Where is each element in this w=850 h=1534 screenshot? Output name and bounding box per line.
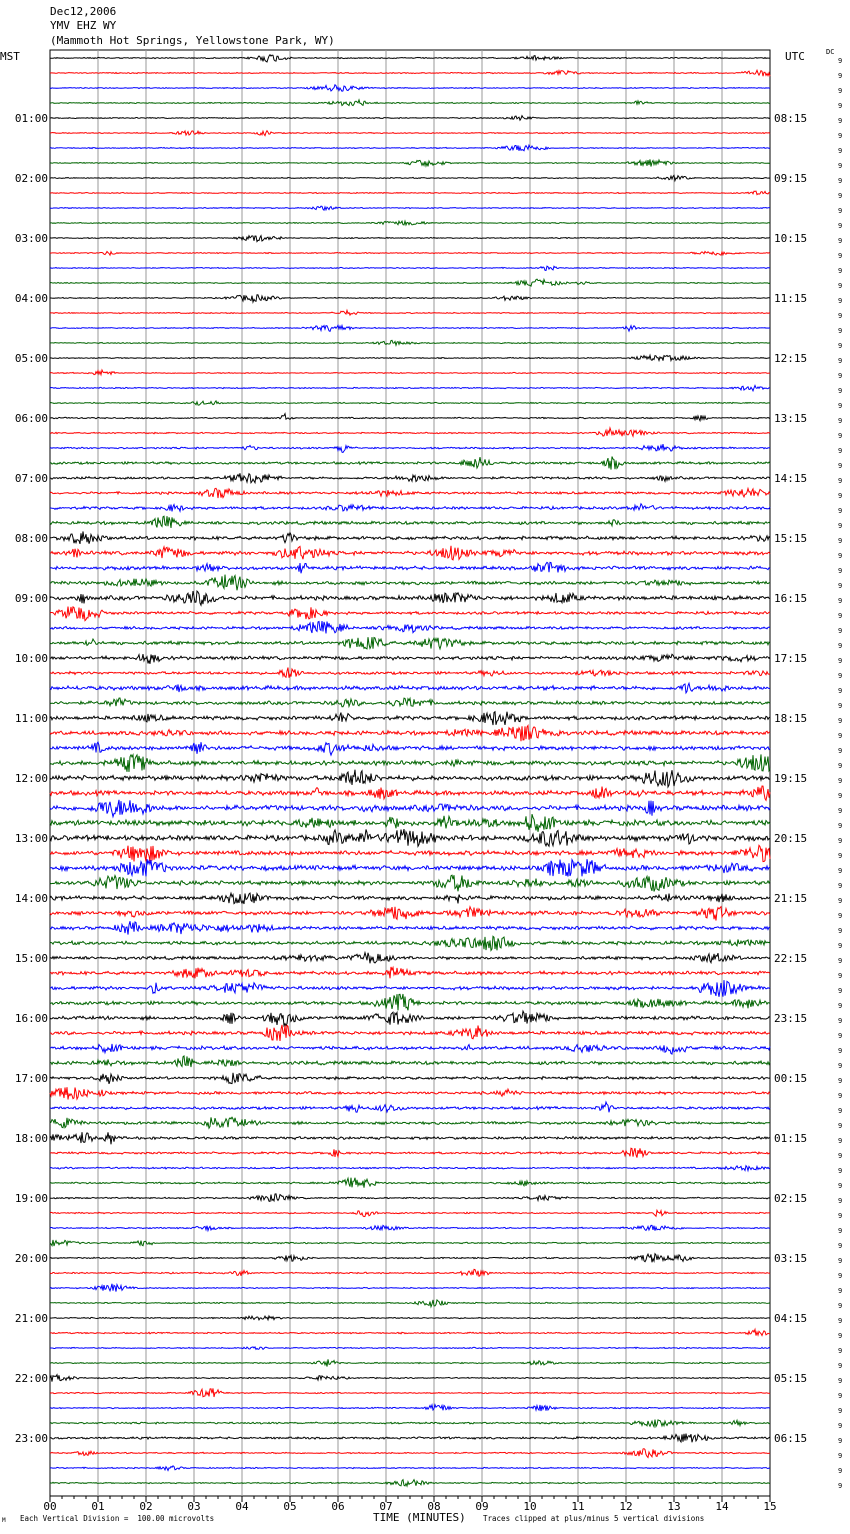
hour-label-left: 07:00 [14, 472, 48, 485]
dc-offset-label: 9 [838, 717, 843, 725]
seismic-trace [50, 546, 770, 560]
hour-label-right: 03:15 [774, 1252, 808, 1265]
dc-offset-label: 9 [838, 1047, 843, 1055]
seismic-trace [50, 1284, 770, 1292]
seismic-trace [50, 516, 770, 528]
dc-offset-label: 9 [838, 1122, 843, 1130]
x-axis-label: TIME (MINUTES) [373, 1511, 466, 1524]
seismic-trace [50, 1025, 770, 1041]
seismic-trace [50, 145, 770, 151]
hour-label-right: 15:15 [774, 532, 808, 545]
dc-offset-label: 9 [838, 1032, 843, 1040]
hour-label-left: 22:00 [14, 1372, 48, 1385]
x-tick-label: 03 [187, 1500, 201, 1513]
dc-offset-label: 9 [838, 432, 843, 440]
seismic-trace [50, 1044, 770, 1054]
seismic-trace [50, 175, 770, 180]
seismic-trace [50, 1073, 770, 1084]
dc-offset-label: 9 [838, 807, 843, 815]
seismic-trace [50, 800, 770, 817]
dc-offset-label: 9 [838, 1332, 843, 1340]
seismic-trace [50, 131, 770, 136]
dc-offset-label: 9 [838, 522, 843, 530]
dc-offset-label: 9 [838, 207, 843, 215]
seismic-trace [50, 1178, 770, 1188]
seismic-trace [50, 370, 770, 375]
seismic-trace [50, 531, 770, 544]
seismic-trace [50, 936, 770, 950]
seismic-trace [50, 1132, 770, 1144]
dc-offset-label: 9 [838, 822, 843, 830]
hour-label-right: 02:15 [774, 1192, 808, 1205]
dc-offset-label: 9 [838, 627, 843, 635]
hour-label-left: 06:00 [14, 412, 48, 425]
seismic-trace [50, 251, 770, 255]
dc-offset-label: 9 [838, 72, 843, 80]
seismic-trace [50, 1405, 770, 1411]
seismic-trace [50, 266, 770, 270]
x-tick-label: 08 [427, 1500, 441, 1513]
seismic-trace [50, 845, 770, 861]
seismic-trace [50, 1480, 770, 1486]
dc-offset-label: 9 [838, 1467, 843, 1475]
dc-offset-label: 9 [838, 972, 843, 980]
dc-offset-label: 9 [838, 792, 843, 800]
dc-offset-label: 9 [838, 747, 843, 755]
seismic-trace [50, 786, 770, 800]
dc-offset-label: 9 [838, 1062, 843, 1070]
dc-offset-label: 9 [838, 1422, 843, 1430]
dc-offset-label: 9 [838, 597, 843, 605]
right-timezone-label: UTC [785, 50, 805, 63]
dc-offset-label: 9 [838, 357, 843, 365]
chart-date: Dec12,2006 [50, 5, 117, 18]
hour-label-right: 20:15 [774, 832, 808, 845]
hour-label-right: 06:15 [774, 1432, 808, 1445]
seismic-trace [50, 1359, 770, 1366]
seismic-trace [50, 770, 770, 787]
hour-label-left: 05:00 [14, 352, 48, 365]
dc-offset-label: 9 [838, 252, 843, 260]
dc-offset-label: 9 [838, 1257, 843, 1265]
dc-offset-label: 9 [838, 1182, 843, 1190]
x-tick-label: 07 [379, 1500, 393, 1513]
seismic-trace [50, 726, 770, 742]
seismic-trace [50, 191, 770, 195]
hour-label-left: 18:00 [14, 1132, 48, 1145]
seismic-trace [50, 1434, 770, 1443]
seismic-trace [50, 967, 770, 978]
seismic-trace [50, 340, 770, 345]
dc-offset-label: 9 [838, 1137, 843, 1145]
dc-offset-label: 9 [838, 1152, 843, 1160]
dc-offset-label: 9 [838, 1437, 843, 1445]
seismic-trace [50, 1420, 770, 1427]
dc-offset-label: 9 [838, 192, 843, 200]
seismic-trace [50, 116, 770, 121]
seismic-trace [50, 1087, 770, 1099]
dc-offset-label: 9 [838, 237, 843, 245]
seismic-trace [50, 1300, 770, 1307]
seismic-trace [50, 994, 770, 1010]
hour-label-right: 18:15 [774, 712, 808, 725]
dc-offset-label: 9 [838, 102, 843, 110]
dc-offset-label: 9 [838, 897, 843, 905]
seismic-trace [50, 654, 770, 664]
dc-offset-label: 9 [838, 987, 843, 995]
seismic-trace [50, 70, 770, 76]
seismic-trace [50, 310, 770, 315]
dc-offset-label: 9 [838, 132, 843, 140]
dc-offset-label: 9 [838, 177, 843, 185]
dc-offset-label: 9 [838, 942, 843, 950]
seismic-trace [50, 683, 770, 693]
seismic-trace [50, 1117, 770, 1128]
dc-offset-label: 9 [838, 552, 843, 560]
dc-offset-label: 9 [838, 732, 843, 740]
seismic-trace [50, 1210, 770, 1216]
dc-offset-label: 9 [838, 1002, 843, 1010]
seismic-trace [50, 875, 770, 891]
seismic-trace [50, 414, 770, 421]
dc-offset-label: 9 [838, 492, 843, 500]
dc-offset-label: 9 [838, 1197, 843, 1205]
seismic-trace [50, 742, 770, 755]
x-tick-label: 01 [91, 1500, 105, 1513]
dc-offset-label: 9 [838, 567, 843, 575]
dc-offset-label: 9 [838, 267, 843, 275]
dc-offset-label: 9 [838, 837, 843, 845]
seismic-trace [50, 488, 770, 498]
x-tick-label: 05 [283, 1500, 297, 1513]
corner-mark: M [2, 1517, 6, 1524]
hour-label-left: 14:00 [14, 892, 48, 905]
hour-label-left: 19:00 [14, 1192, 48, 1205]
hour-label-right: 04:15 [774, 1312, 808, 1325]
dc-offset-label: 9 [838, 297, 843, 305]
seismic-trace [50, 1388, 770, 1397]
left-timezone-label: MST [0, 50, 20, 63]
seismic-trace [50, 859, 770, 876]
hour-label-left: 21:00 [14, 1312, 48, 1325]
dc-offset-label: 9 [838, 657, 843, 665]
x-tick-label: 10 [523, 1500, 537, 1513]
dc-offset-label: 9 [838, 327, 843, 335]
seismic-trace [50, 1466, 770, 1471]
dc-offset-label: 9 [838, 672, 843, 680]
seismic-trace [50, 621, 770, 634]
chart-location: (Mammoth Hot Springs, Yellowstone Park, WY) [50, 34, 335, 47]
dc-offset-label: 9 [838, 612, 843, 620]
dc-offset-label: 9 [838, 852, 843, 860]
dc-offset-label: 9 [838, 867, 843, 875]
seismic-trace [50, 159, 770, 166]
hour-label-left: 01:00 [14, 112, 48, 125]
dc-offset-label: 9 [838, 387, 843, 395]
hour-label-right: 00:15 [774, 1072, 808, 1085]
dc-offset-label: 9 [838, 402, 843, 410]
seismic-trace [50, 401, 770, 405]
hour-label-right: 05:15 [774, 1372, 808, 1385]
seismic-trace [50, 100, 770, 106]
seismic-trace [50, 279, 770, 286]
seismic-trace [50, 428, 770, 436]
seismic-trace [50, 1148, 770, 1157]
seismic-trace [50, 829, 770, 846]
dc-offset-label: 9 [838, 462, 843, 470]
seismic-trace [50, 1166, 770, 1171]
dc-offset-label: 9 [838, 162, 843, 170]
chart-station: YMV EHZ WY [50, 19, 117, 32]
hour-label-left: 10:00 [14, 652, 48, 665]
dc-offset-label: 9 [838, 582, 843, 590]
hour-label-left: 15:00 [14, 952, 48, 965]
seismic-trace [50, 473, 770, 482]
hour-label-left: 02:00 [14, 172, 48, 185]
dc-offset-label: 9 [838, 147, 843, 155]
seismic-trace [50, 1056, 770, 1067]
hour-label-right: 01:15 [774, 1132, 808, 1145]
dc-offset-label: 9 [838, 957, 843, 965]
dc-offset-label: 9 [838, 282, 843, 290]
seismic-trace [50, 1329, 770, 1335]
dc-offset-label: 9 [838, 1287, 843, 1295]
dc-offset-label: 9 [838, 1317, 843, 1325]
hour-label-left: 23:00 [14, 1432, 48, 1445]
hour-label-right: 23:15 [774, 1012, 808, 1025]
x-tick-label: 11 [571, 1500, 585, 1513]
dc-offset-label: 9 [838, 1167, 843, 1175]
hour-label-right: 17:15 [774, 652, 808, 665]
hour-label-left: 09:00 [14, 592, 48, 605]
hour-label-left: 13:00 [14, 832, 48, 845]
seismic-trace [50, 85, 770, 92]
seismic-trace [50, 1375, 770, 1382]
dc-offset-label: 9 [838, 87, 843, 95]
seismic-trace [50, 355, 770, 360]
seismic-trace [50, 591, 770, 605]
seismic-trace [50, 921, 770, 934]
dc-offset-label: 9 [838, 417, 843, 425]
seismic-trace [50, 953, 770, 964]
hour-label-right: 11:15 [774, 292, 808, 305]
seismic-trace [50, 1240, 770, 1246]
x-tick-label: 00 [43, 1500, 57, 1513]
seismic-trace [50, 1449, 770, 1458]
dc-offset-label: 9 [838, 1452, 843, 1460]
seismic-trace [50, 814, 770, 832]
dc-offset-label: 9 [838, 927, 843, 935]
dc-offset-label: 9 [838, 1092, 843, 1100]
hour-label-left: 12:00 [14, 772, 48, 785]
hour-label-right: 12:15 [774, 352, 808, 365]
hour-label-right: 09:15 [774, 172, 808, 185]
seismic-trace [50, 712, 770, 725]
seismic-trace [50, 221, 770, 225]
dc-column-label: DC [826, 48, 835, 56]
hour-label-right: 08:15 [774, 112, 808, 125]
hour-label-right: 16:15 [774, 592, 808, 605]
seismic-trace [50, 893, 770, 904]
seismic-trace [50, 607, 770, 621]
dc-offset-label: 9 [838, 687, 843, 695]
x-tick-label: 09 [475, 1500, 489, 1513]
hour-label-left: 03:00 [14, 232, 48, 245]
seismic-trace [50, 1102, 770, 1112]
seismic-trace [50, 907, 770, 921]
x-tick-label: 12 [619, 1500, 633, 1513]
dc-offset-label: 9 [838, 912, 843, 920]
seismic-trace [50, 575, 770, 591]
hour-label-right: 14:15 [774, 472, 808, 485]
dc-offset-label: 9 [838, 1362, 843, 1370]
seismic-trace [50, 295, 770, 302]
seismic-trace [50, 1254, 770, 1263]
dc-offset-label: 9 [838, 312, 843, 320]
clip-note: Traces clipped at plus/minus 5 vertical divisions [483, 1514, 705, 1523]
seismic-trace [50, 504, 770, 512]
seismic-trace [50, 754, 770, 772]
seismic-trace [50, 637, 770, 649]
dc-offset-label: 9 [838, 642, 843, 650]
dc-offset-label: 9 [838, 702, 843, 710]
plot-frame [50, 50, 770, 1496]
dc-offset-label: 9 [838, 1407, 843, 1415]
dc-offset-label: 9 [838, 57, 843, 65]
dc-offset-label: 9 [838, 342, 843, 350]
dc-offset-label: 9 [838, 1272, 843, 1280]
seismic-trace [50, 325, 770, 331]
dc-offset-label: 9 [838, 1107, 843, 1115]
dc-offset-label: 9 [838, 507, 843, 515]
dc-offset-label: 9 [838, 1302, 843, 1310]
seismic-trace [50, 1011, 770, 1026]
seismic-trace [50, 1269, 770, 1276]
x-tick-label: 06 [331, 1500, 345, 1513]
x-tick-label: 14 [715, 1500, 729, 1513]
x-tick-label: 04 [235, 1500, 249, 1513]
seismic-trace [50, 206, 770, 210]
x-tick-label: 02 [139, 1500, 153, 1513]
hour-label-left: 11:00 [14, 712, 48, 725]
hour-label-left: 08:00 [14, 532, 48, 545]
seismic-trace [50, 668, 770, 678]
dc-offset-label: 9 [838, 1017, 843, 1025]
seismic-trace [50, 1225, 770, 1230]
hour-label-left: 16:00 [14, 1012, 48, 1025]
seismic-trace [50, 444, 770, 452]
seismic-trace [50, 1347, 770, 1350]
dc-offset-label: 9 [838, 777, 843, 785]
dc-offset-label: 9 [838, 117, 843, 125]
dc-offset-label: 9 [838, 1227, 843, 1235]
dc-offset-label: 9 [838, 1377, 843, 1385]
hour-label-right: 19:15 [774, 772, 808, 785]
seismic-trace [50, 457, 770, 470]
hour-label-right: 22:15 [774, 952, 808, 965]
dc-offset-label: 9 [838, 882, 843, 890]
dc-offset-label: 9 [838, 1212, 843, 1220]
seismic-trace [50, 1316, 770, 1320]
seismic-trace [50, 55, 770, 62]
seismic-trace [50, 562, 770, 573]
dc-offset-label: 9 [838, 372, 843, 380]
hour-label-right: 21:15 [774, 892, 808, 905]
dc-offset-label: 9 [838, 762, 843, 770]
dc-offset-label: 9 [838, 1482, 843, 1490]
hour-label-left: 04:00 [14, 292, 48, 305]
dc-offset-label: 9 [838, 222, 843, 230]
dc-offset-label: 9 [838, 1347, 843, 1355]
seismic-trace [50, 236, 770, 242]
x-tick-label: 13 [667, 1500, 681, 1513]
seismic-trace [50, 698, 770, 707]
hour-label-right: 10:15 [774, 232, 808, 245]
dc-offset-label: 9 [838, 447, 843, 455]
dc-offset-label: 9 [838, 477, 843, 485]
seismic-trace [50, 1194, 770, 1202]
dc-offset-label: 9 [838, 537, 843, 545]
scale-note: Each Vertical Division = 100.00 microvolts [20, 1514, 215, 1523]
hour-label-left: 20:00 [14, 1252, 48, 1265]
hour-label-left: 17:00 [14, 1072, 48, 1085]
dc-offset-label: 9 [838, 1392, 843, 1400]
dc-offset-label: 9 [838, 1242, 843, 1250]
dc-offset-label: 9 [838, 1077, 843, 1085]
seismic-trace [50, 980, 770, 997]
hour-label-right: 13:15 [774, 412, 808, 425]
seismic-trace [50, 386, 770, 391]
x-tick-label: 15 [763, 1500, 777, 1513]
